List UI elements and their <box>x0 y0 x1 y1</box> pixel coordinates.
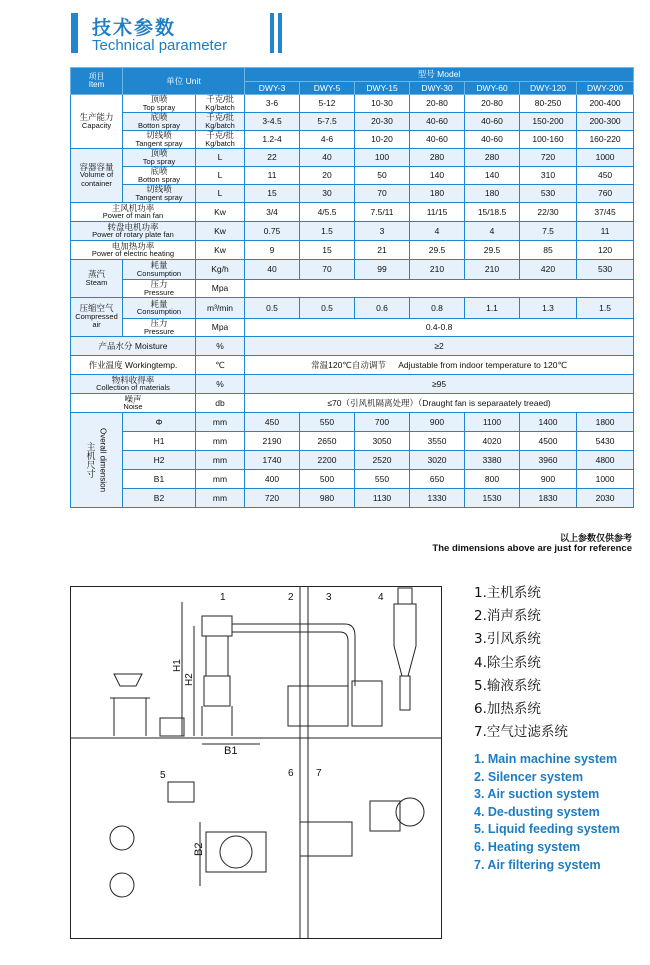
value-cell: 900 <box>410 413 465 432</box>
value-cell: 550 <box>355 470 410 489</box>
legend-cn <box>474 582 568 744</box>
value-cell: 70 <box>355 185 410 203</box>
sub-label: Φ <box>123 413 196 432</box>
note-en: The dimensions above are just for reference <box>432 543 632 554</box>
value-cell: 30 <box>300 185 355 203</box>
value-cell: 85 <box>520 241 577 260</box>
dim-b1: B1 <box>224 745 238 757</box>
machine-top <box>202 616 232 636</box>
value-cell: 9 <box>245 241 300 260</box>
sub-label: H2 <box>123 451 196 470</box>
sub-label: 压力 Pressure <box>123 280 196 298</box>
cyclone <box>394 604 416 676</box>
cyclone-outlet <box>400 676 410 710</box>
value-cell: 980 <box>300 489 355 508</box>
value-cell: 10-20 <box>355 131 410 149</box>
group-dimension: 主机尺寸 Overall dimension <box>71 413 123 508</box>
value-cell: ≥95 <box>245 375 634 394</box>
value-cell: 40-60 <box>410 131 465 149</box>
value-cell: 22 <box>245 149 300 167</box>
row-label: 电加热功率 Power of electric heating <box>71 241 196 260</box>
value-cell: 1330 <box>410 489 465 508</box>
header-item: 项目 Item <box>71 68 123 95</box>
value-cell: 550 <box>300 413 355 432</box>
note-cn: 以上参数仅供参考 <box>559 533 632 543</box>
unit-cell: 千克/批 Kg/batch <box>196 113 245 131</box>
value-cell: 15 <box>245 185 300 203</box>
value-cell: 3380 <box>465 451 520 470</box>
machine-body <box>206 636 228 676</box>
value-cell: 29.5 <box>465 241 520 260</box>
value-cell: 40 <box>300 149 355 167</box>
feeder-hopper <box>114 674 142 686</box>
value-cell: 11/15 <box>410 203 465 222</box>
duct <box>232 624 355 686</box>
value-cell: 0.8 <box>410 298 465 319</box>
legend-cn-item: 7.空气过滤系统 <box>474 724 568 741</box>
value-cell: 40-60 <box>465 131 520 149</box>
label-2: 2 <box>288 592 294 603</box>
legend-cn-item: 3.引风系统 <box>474 631 541 648</box>
value-cell: 500 <box>300 470 355 489</box>
value-cell: 200-400 <box>577 95 634 113</box>
spec-table <box>70 67 634 508</box>
unit-cell: % <box>196 337 245 356</box>
value-cell: 180 <box>465 185 520 203</box>
sub-label: 耗量 Consumption <box>123 260 196 280</box>
machine-lower <box>204 676 230 706</box>
group-capacity: 生产能力 Capacity <box>71 95 123 149</box>
unit-cell: Mpa <box>196 280 245 298</box>
row-label: 作业温度 Workingtemp. <box>71 356 196 375</box>
sub-label: 切线喷 Tangent spray <box>123 185 196 203</box>
value-cell: 150-200 <box>520 113 577 131</box>
row-label: 物料收得率 Collection of materials <box>71 375 196 394</box>
value-cell: 1.3 <box>520 298 577 319</box>
legend-cn-item: 1.主机系统 <box>474 585 541 601</box>
value-cell: 3020 <box>410 451 465 470</box>
value-cell: 2030 <box>577 489 634 508</box>
model-col: DWY-60 <box>465 82 520 95</box>
unit-cell: Kw <box>196 222 245 241</box>
value-cell: 3 <box>355 222 410 241</box>
value-cell: 140 <box>410 167 465 185</box>
unit-cell: mm <box>196 489 245 508</box>
legend-cn-item: 6.加热系统 <box>474 701 541 718</box>
header-bar-right-2 <box>278 13 282 53</box>
value-cell: 1000 <box>577 470 634 489</box>
value-cell: 1.2-4 <box>245 131 300 149</box>
machine-plan <box>206 832 266 872</box>
table-row <box>71 203 634 222</box>
legend-en-item: 3. Air suction system <box>474 787 600 802</box>
value-cell: 7.5 <box>520 222 577 241</box>
row-label: 产品水分 Moisture <box>71 337 196 356</box>
value-cell: 1130 <box>355 489 410 508</box>
value-cell: ≤70（引风机隔离处理）（Draught fan is separaately treaed) <box>245 394 634 413</box>
value-cell: 1740 <box>245 451 300 470</box>
value-cell: 160-220 <box>577 131 634 149</box>
table-row <box>71 185 634 203</box>
header-bar-left <box>71 13 78 53</box>
table-row <box>71 413 634 432</box>
sub-label: 切线喷 Tangent spray <box>123 131 196 149</box>
value-cell: 140 <box>465 167 520 185</box>
value-cell: 0.5 <box>245 298 300 319</box>
value-cell: 4-6 <box>300 131 355 149</box>
value-cell: 21 <box>355 241 410 260</box>
value-cell: 1830 <box>520 489 577 508</box>
label-3: 3 <box>326 592 332 603</box>
model-col: DWY-30 <box>410 82 465 95</box>
value-cell: 450 <box>245 413 300 432</box>
model-col: DWY-3 <box>245 82 300 95</box>
legend-en-item: 4. De-dusting system <box>474 804 600 819</box>
value-cell: 3-4.5 <box>245 113 300 131</box>
value-cell: 400 <box>245 470 300 489</box>
table-row <box>71 113 634 131</box>
row-label: 噪声 Noise <box>71 394 196 413</box>
value-cell: 2200 <box>300 451 355 470</box>
value-cell: 1.5 <box>300 222 355 241</box>
value-cell: 20-80 <box>465 95 520 113</box>
value-cell: 5-7.5 <box>300 113 355 131</box>
header-bar-right-1 <box>270 13 274 53</box>
value-cell: 5430 <box>577 432 634 451</box>
fan-unit <box>352 681 382 726</box>
fan-plan <box>370 801 400 831</box>
value-cell: 1400 <box>520 413 577 432</box>
value-cell: 650 <box>410 470 465 489</box>
value-cell: 20 <box>300 167 355 185</box>
unit-cell: L <box>196 149 245 167</box>
value-cell: 29.5 <box>410 241 465 260</box>
value-cell: 720 <box>245 489 300 508</box>
legend-en-item: 1. Main machine system <box>474 752 618 766</box>
value-cell: 22/30 <box>520 203 577 222</box>
sub-label: 底喷 Botton spray <box>123 113 196 131</box>
table-row <box>71 432 634 451</box>
unit-cell: 千克/批 Kg/batch <box>196 131 245 149</box>
table-row <box>71 356 634 375</box>
value-cell: 40-60 <box>465 113 520 131</box>
table-row <box>71 222 634 241</box>
table-row <box>71 319 634 337</box>
table-row <box>71 298 634 319</box>
table-row <box>71 451 634 470</box>
value-cell: 80-250 <box>520 95 577 113</box>
unit-cell: Kw <box>196 241 245 260</box>
value-cell: 3/4 <box>245 203 300 222</box>
label-6: 6 <box>288 768 294 779</box>
table-row <box>71 337 634 356</box>
drum <box>110 873 134 897</box>
dim-h2: H2 <box>184 673 195 686</box>
label-4: 4 <box>378 592 384 603</box>
legend-cn-item: 5.输液系统 <box>474 677 541 694</box>
value-cell: 3550 <box>410 432 465 451</box>
model-col: DWY-15 <box>355 82 410 95</box>
sub-label: B2 <box>123 489 196 508</box>
value-cell: 4 <box>410 222 465 241</box>
equipment-layout-diagram <box>70 586 442 939</box>
value-cell: 180 <box>410 185 465 203</box>
empty-cell <box>245 280 634 298</box>
value-cell: 2190 <box>245 432 300 451</box>
table-row <box>71 280 634 298</box>
value-cell: 100 <box>355 149 410 167</box>
legend-en-item: 6. Heating system <box>474 839 581 854</box>
value-cell: 0.75 <box>245 222 300 241</box>
sub-label: H1 <box>123 432 196 451</box>
value-cell: 4500 <box>520 432 577 451</box>
value-cell: 5-12 <box>300 95 355 113</box>
value-cell: 120 <box>577 241 634 260</box>
page-title-en: Technical parameter <box>92 37 228 54</box>
value-cell: 0.5 <box>300 298 355 319</box>
value-cell: 760 <box>577 185 634 203</box>
model-col: DWY-120 <box>520 82 577 95</box>
dim-h1: H1 <box>172 659 183 672</box>
value-cell: 4020 <box>465 432 520 451</box>
group-volume: 容器容量 Volume of container <box>71 149 123 203</box>
model-col: DWY-200 <box>577 82 634 95</box>
group-air: 压缩空气 Compressed air <box>71 298 123 337</box>
value-cell: 15 <box>300 241 355 260</box>
drum <box>110 826 134 850</box>
value-cell: 800 <box>465 470 520 489</box>
value-cell: 70 <box>300 260 355 280</box>
value-cell: 420 <box>520 260 577 280</box>
value-cell: 0.4-0.8 <box>245 319 634 337</box>
value-cell: 99 <box>355 260 410 280</box>
value-cell: 210 <box>410 260 465 280</box>
value-cell: 20-80 <box>410 95 465 113</box>
value-cell: 280 <box>410 149 465 167</box>
unit-cell: 千克/批 Kg/batch <box>196 95 245 113</box>
duct <box>232 632 348 686</box>
header-unit: 单位 Unit <box>123 68 245 95</box>
unit-cell: mm <box>196 432 245 451</box>
value-cell: 1100 <box>465 413 520 432</box>
unit-cell: L <box>196 167 245 185</box>
model-col: DWY-5 <box>300 82 355 95</box>
sub-label: 压力 Pressure <box>123 319 196 337</box>
value-cell: 530 <box>520 185 577 203</box>
value-cell: 40 <box>245 260 300 280</box>
vessel-plan <box>220 836 252 868</box>
table-row <box>71 149 634 167</box>
sub-label: 顶喷 Top spray <box>123 95 196 113</box>
table-row <box>71 131 634 149</box>
value-cell: 280 <box>465 149 520 167</box>
cyclone-top <box>398 588 412 604</box>
sub-label: 底喷 Botton spray <box>123 167 196 185</box>
table-row <box>71 375 634 394</box>
value-cell: 7.5/11 <box>355 203 410 222</box>
value-cell: 700 <box>355 413 410 432</box>
unit-cell: mm <box>196 413 245 432</box>
value-cell: 450 <box>577 167 634 185</box>
diagram-frame <box>71 587 442 939</box>
header-model: 型号 Model <box>245 68 634 82</box>
table-row <box>71 394 634 413</box>
control-box <box>160 718 184 736</box>
legend-en-item: 7. Air filtering system <box>474 857 601 872</box>
value-cell: 50 <box>355 167 410 185</box>
legend-cn-item: 4.除尘系统 <box>474 654 541 671</box>
value-cell: 常温120℃自动调节 Adjustable from indoor temperature to 120℃ <box>245 356 634 375</box>
value-cell: 310 <box>520 167 577 185</box>
table-row <box>71 489 634 508</box>
dim-b2: B2 <box>193 842 205 856</box>
value-cell: 3050 <box>355 432 410 451</box>
value-cell: 2520 <box>355 451 410 470</box>
value-cell: 37/45 <box>577 203 634 222</box>
value-cell: 200-300 <box>577 113 634 131</box>
value-cell: 1.5 <box>577 298 634 319</box>
value-cell: 2650 <box>300 432 355 451</box>
sub-label: 顶喷 Top spray <box>123 149 196 167</box>
row-label: 主风机功率 Power of main fan <box>71 203 196 222</box>
value-cell: 100-160 <box>520 131 577 149</box>
value-cell: 1.1 <box>465 298 520 319</box>
unit-cell: Kg/h <box>196 260 245 280</box>
unit-cell: % <box>196 375 245 394</box>
value-cell: ≥2 <box>245 337 634 356</box>
sub-label: B1 <box>123 470 196 489</box>
value-cell: 11 <box>245 167 300 185</box>
row-label: 转盘电机功率 Power of rotary plate fan <box>71 222 196 241</box>
sub-label: 耗量 Consumption <box>123 298 196 319</box>
value-cell: 530 <box>577 260 634 280</box>
unit-cell: mm <box>196 470 245 489</box>
unit-cell: Mpa <box>196 319 245 337</box>
value-cell: 4/5.5 <box>300 203 355 222</box>
value-cell: 20-30 <box>355 113 410 131</box>
page-title-cn: 技术参数 <box>92 17 177 39</box>
value-cell: 1800 <box>577 413 634 432</box>
unit-cell: m³/min <box>196 298 245 319</box>
table-row <box>71 470 634 489</box>
legend-en-item: 5. Liquid feeding system <box>474 822 620 837</box>
unit-cell: L <box>196 185 245 203</box>
table-row <box>71 167 634 185</box>
value-cell: 11 <box>577 222 634 241</box>
value-cell: 210 <box>465 260 520 280</box>
value-cell: 15/18.5 <box>465 203 520 222</box>
label-7: 7 <box>316 768 322 779</box>
value-cell: 0.6 <box>355 298 410 319</box>
label-5: 5 <box>160 770 166 781</box>
pump-box <box>168 782 194 802</box>
legend-en <box>474 751 620 874</box>
value-cell: 1000 <box>577 149 634 167</box>
unit-cell: db <box>196 394 245 413</box>
value-cell: 900 <box>520 470 577 489</box>
table-row <box>71 260 634 280</box>
group-steam: 蒸汽 Steam <box>71 260 123 298</box>
value-cell: 10-30 <box>355 95 410 113</box>
unit-cell: ℃ <box>196 356 245 375</box>
value-cell: 1530 <box>465 489 520 508</box>
label-1: 1 <box>220 592 226 603</box>
unit-cell: mm <box>196 451 245 470</box>
value-cell: 40-60 <box>410 113 465 131</box>
value-cell: 720 <box>520 149 577 167</box>
table-row <box>71 241 634 260</box>
value-cell: 4 <box>465 222 520 241</box>
legend-en-item: 2. Silencer system <box>474 769 584 784</box>
value-cell: 4800 <box>577 451 634 470</box>
table-row <box>71 95 634 113</box>
unit-cell: Kw <box>196 203 245 222</box>
heater-box <box>288 686 348 726</box>
value-cell: 3960 <box>520 451 577 470</box>
legend-cn-item: 2.消声系统 <box>474 608 541 625</box>
value-cell: 3-6 <box>245 95 300 113</box>
